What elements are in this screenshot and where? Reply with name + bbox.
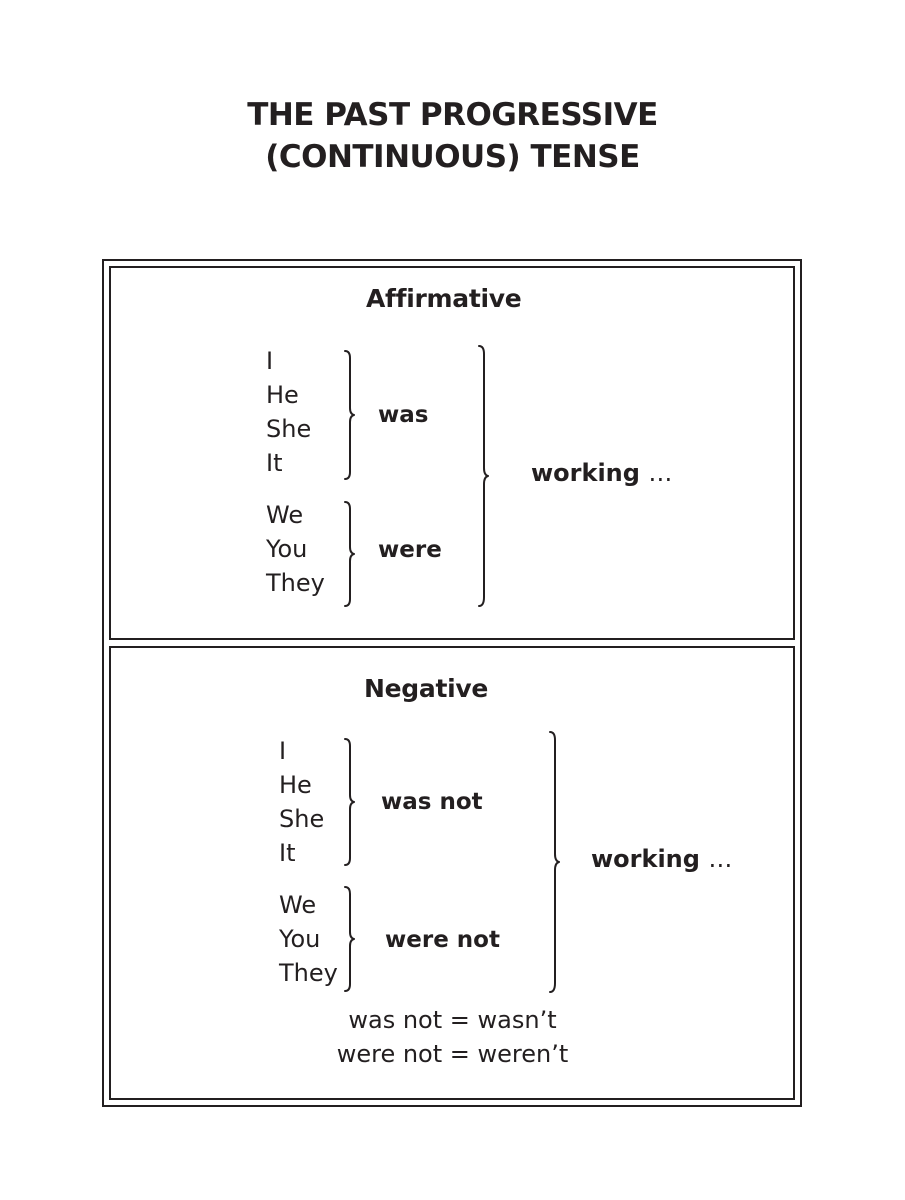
affirmative-pronoun-they: They	[266, 569, 325, 597]
affirmative-pronoun-he: He	[266, 381, 299, 409]
negative-pronoun-he: He	[279, 771, 312, 799]
negative-heading: Negative	[364, 674, 489, 703]
affirmative-pronoun-she: She	[266, 415, 312, 443]
negative-plural-brace	[340, 886, 360, 992]
affirmative-singular-verb: was	[378, 402, 429, 428]
page-title-line-1: THE PAST PROGRESSIVE	[247, 97, 658, 133]
affirmative-plural-verb: were	[378, 537, 442, 563]
contraction-was-not: was not = wasn’t	[348, 1006, 557, 1034]
negative-pronoun-we: We	[279, 891, 317, 919]
affirmative-main-brace	[474, 345, 494, 607]
negative-singular-verb: was not	[381, 789, 483, 815]
affirmative-pronoun-it: It	[266, 449, 283, 477]
negative-ellipsis: …	[708, 845, 734, 873]
contraction-were-not: were not = weren’t	[336, 1040, 569, 1068]
negative-pronoun-it: It	[279, 839, 296, 867]
negative-pronoun-you: You	[279, 925, 321, 953]
negative-singular-brace	[340, 738, 360, 866]
affirmative-plural-brace	[340, 501, 360, 607]
affirmative-heading: Affirmative	[366, 284, 522, 313]
negative-plural-verb: were not	[385, 927, 500, 953]
negative-pronoun-they: They	[279, 959, 338, 987]
affirmative-singular-brace	[340, 350, 360, 480]
affirmative-pronoun-we: We	[266, 501, 304, 529]
negative-main-verb	[591, 845, 733, 873]
negative-pronoun-i: I	[279, 737, 287, 765]
affirmative-pronoun-i: I	[266, 347, 274, 375]
affirmative-pronoun-you: You	[266, 535, 308, 563]
affirmative-panel	[109, 266, 795, 640]
negative-pronoun-she: She	[279, 805, 325, 833]
affirmative-main-verb	[531, 459, 673, 487]
affirmative-main-verb-word: working	[531, 459, 640, 487]
negative-main-brace	[545, 731, 565, 993]
affirmative-ellipsis: …	[648, 459, 674, 487]
page-title-line-2: (CONTINUOUS) TENSE	[265, 139, 640, 175]
negative-main-verb-word: working	[591, 845, 700, 873]
